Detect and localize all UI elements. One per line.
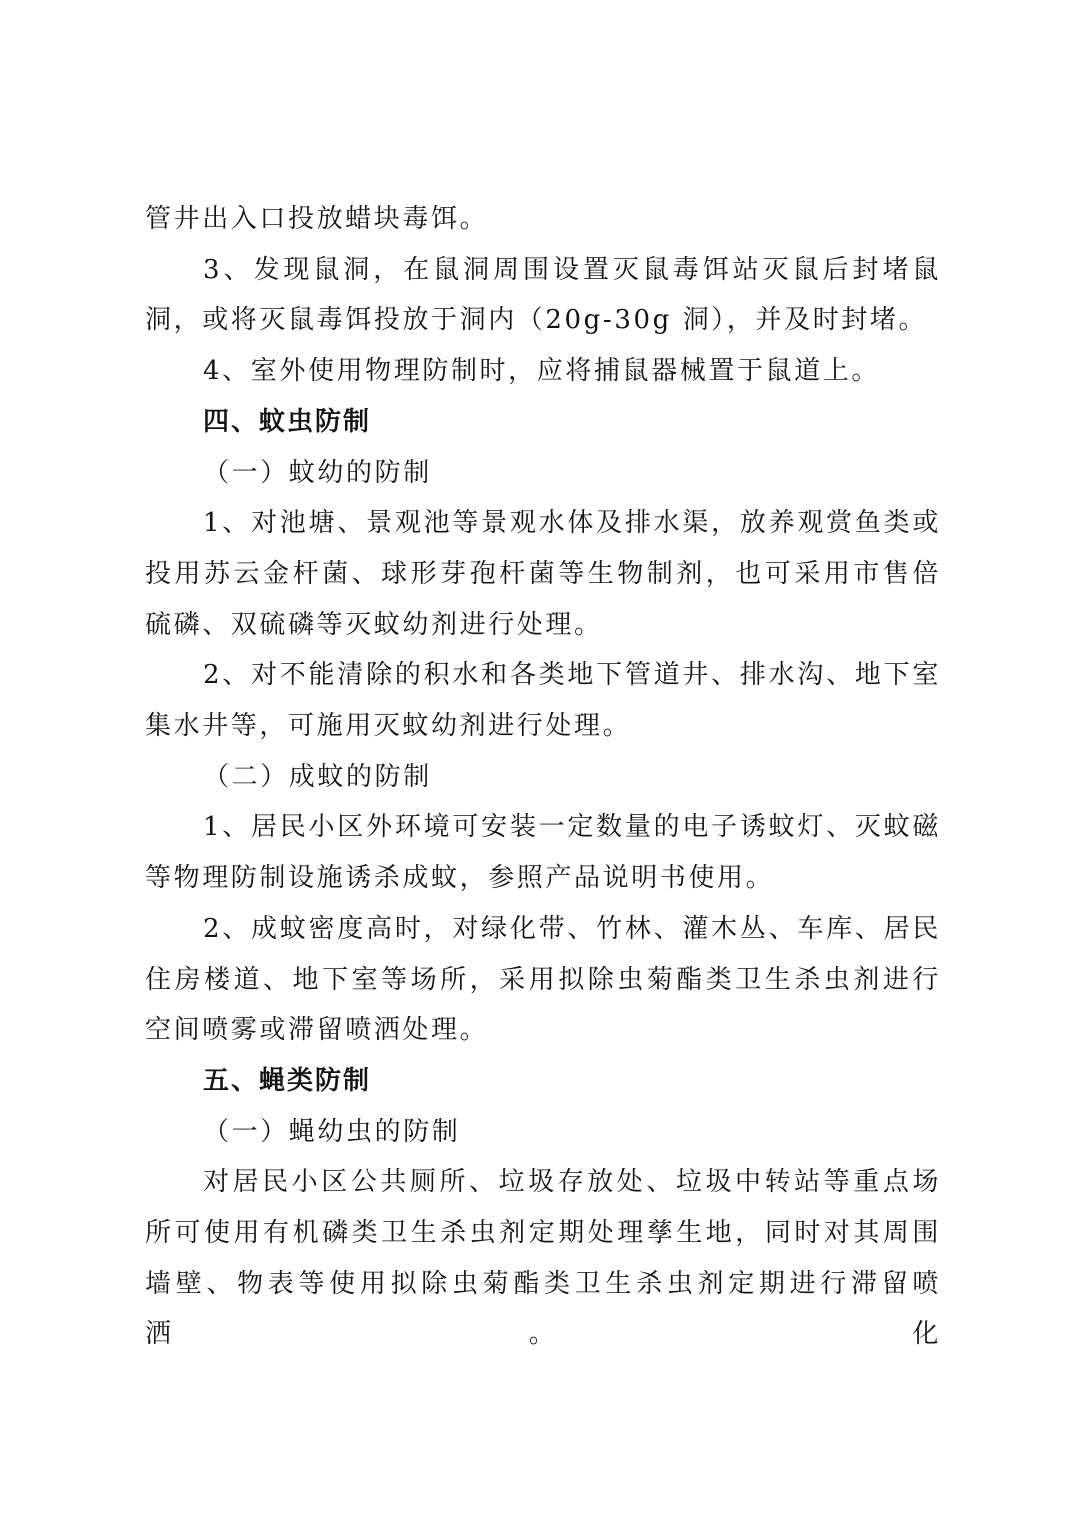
- paragraph-larvae-2: 2、对不能清除的积水和各类地下管道井、排水沟、地下室集水井等，可施用灭蚊幼剂进行处理。: [145, 660, 941, 742]
- document-body: [145, 194, 941, 1360]
- paragraph-rat-hole: 3、发现鼠洞，在鼠洞周围设置灭鼠毒饵站灭鼠后封堵鼠洞，或将灭鼠毒饵投放于洞内（20g-30g 洞），并及时封堵。: [145, 254, 941, 336]
- section-heading-fly: 五、蝇类防制: [203, 1065, 372, 1096]
- paragraph-adult-2: 2、成蚊密度高时，对绿化带、竹林、灌木丛、车库、居民住房楼道、地下室等场所，采用拟除虫菊酯类卫生杀虫剂进行空间喷雾或滞留喷洒处理。: [145, 913, 941, 1046]
- subsection-heading-adult-mosquito: （二）成蚊的防制: [203, 761, 432, 792]
- paragraph-fly-larvae: 对居民小区公共厕所、垃圾存放处、垃圾中转站等重点场所可使用有机磷类卫生杀虫剂定期处理孳生地，同时对其周围墙壁、物表等使用拟除虫菊酯类卫生杀虫剂定期进行滞留喷洒。化: [145, 1167, 941, 1350]
- paragraph-physical-control: 4、室外使用物理防制时，应将捕鼠器械置于鼠道上。: [203, 356, 880, 387]
- paragraph-continued: 管井出入口投放蜡块毒饵。: [145, 204, 489, 234]
- subsection-heading-larvae: （一）蚊幼的防制: [203, 457, 432, 488]
- subsection-heading-fly-larvae: （一）蝇幼虫的防制: [203, 1116, 461, 1147]
- paragraph-larvae-1: 1、对池塘、景观池等景观水体及排水渠，放养观赏鱼类或投用苏云金杆菌、球形芽孢杆菌等生物制剂，也可采用市售倍硫磷、双硫磷等灭蚊幼剂进行处理。: [145, 508, 941, 640]
- paragraph-adult-1: 1、居民小区外环境可安装一定数量的电子诱蚊灯、灭蚊磁等物理防制设施诱杀成蚊，参照产品说明书使用。: [145, 812, 941, 894]
- section-heading-mosquito: 四、蚊虫防制: [203, 406, 372, 437]
